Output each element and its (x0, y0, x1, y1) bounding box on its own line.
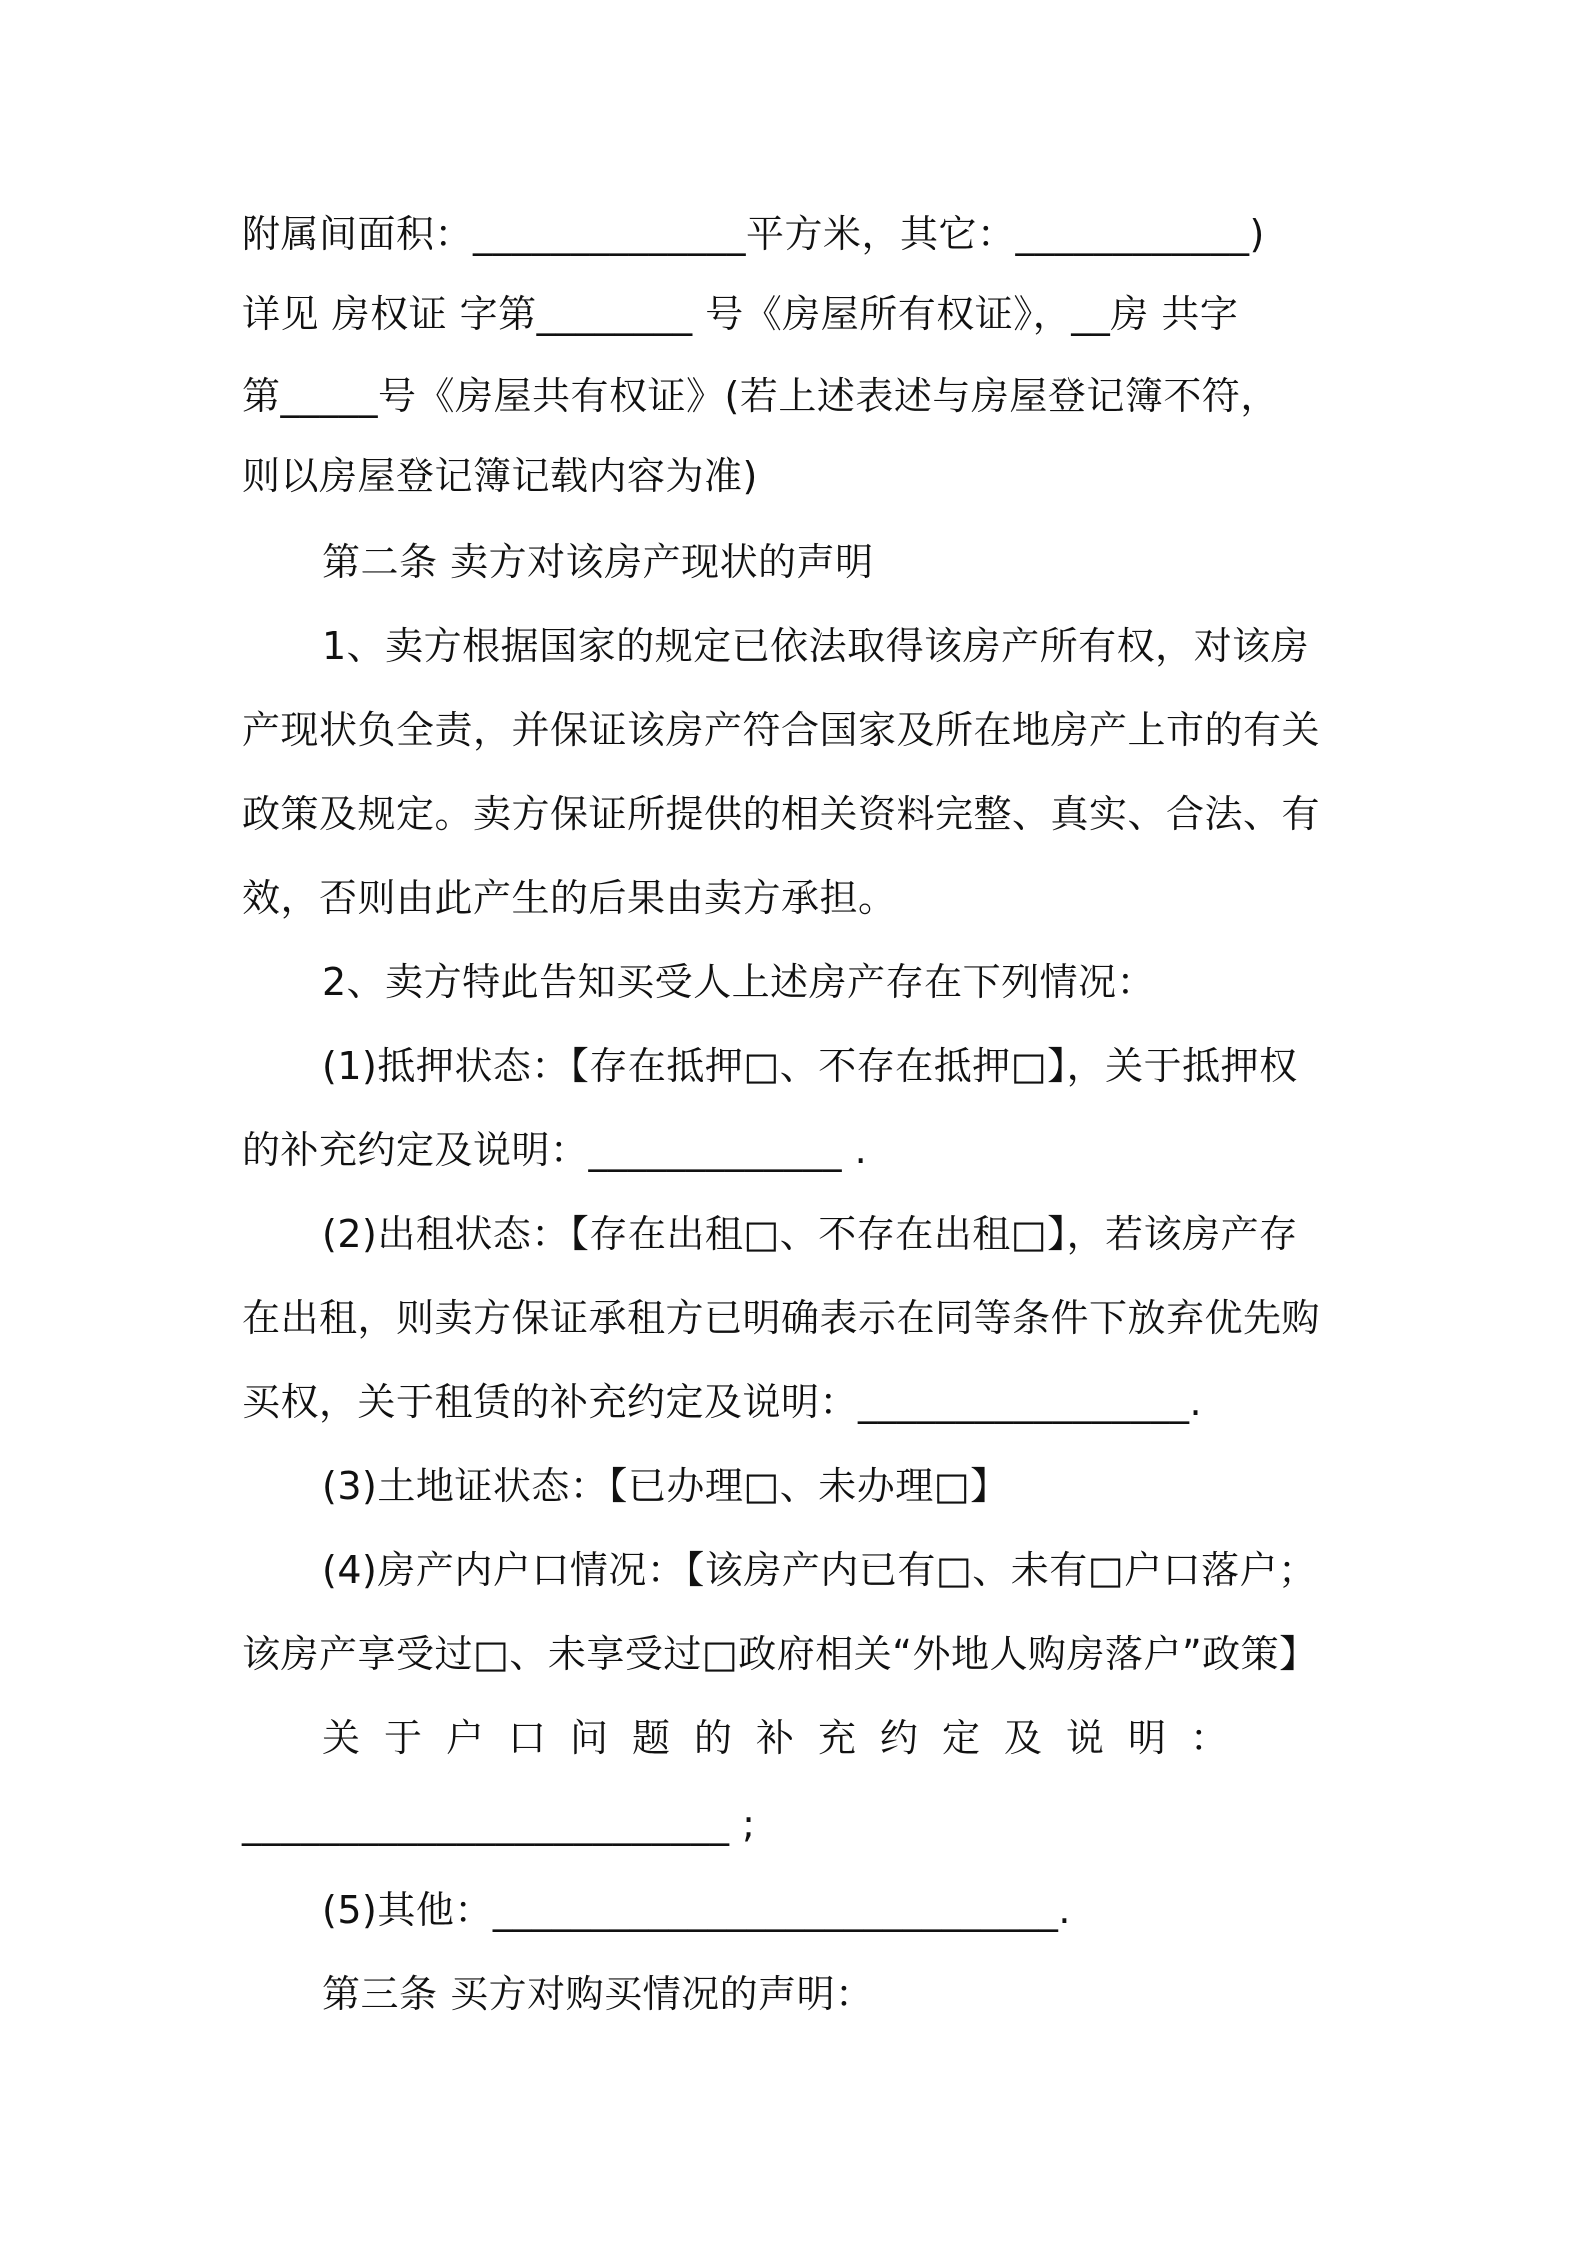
section-heading: 第三条 买方对购买情况的声明： (322, 1972, 874, 2016)
text-line: 第_____号《房屋共有权证》(若上述表述与房屋登记簿不符， (242, 374, 1279, 418)
text-line: 该房产享受过□、未享受过□政府相关“外地人购房落户”政策】 (242, 1632, 1318, 1676)
text-line: (1)抵押状态：【存在抵押□、不存在抵押□】，关于抵押权 (322, 1044, 1298, 1088)
section-heading: 第二条 卖方对该房产现状的声明 (322, 540, 874, 584)
text-line: (3)土地证状态：【已办理□、未办理□】 (322, 1464, 1009, 1508)
text-line: (2)出租状态：【存在出租□、不存在出租□】，若该房产存 (322, 1212, 1298, 1256)
text-line: 政策及规定。卖方保证所提供的相关资料完整、真实、合法、有 (242, 792, 1321, 836)
text-line: (5)其他：_____________________________. (322, 1888, 1071, 1932)
text-line: 买权，关于租赁的补充约定及说明：_________________. (242, 1380, 1203, 1424)
text-line: 关于户口问题的补充约定及说明： (322, 1716, 1253, 1760)
text-line: 1、卖方根据国家的规定已依法取得该房产所有权，对该房 (322, 624, 1310, 668)
text-line: 附属间面积：______________平方米，其它：____________) (242, 212, 1265, 256)
text-line: 2、卖方特此告知买受人上述房产存在下列情况： (322, 960, 1156, 1004)
text-line: 的补充约定及说明：_____________ . (242, 1128, 868, 1172)
text-line: _________________________ ; (242, 1802, 756, 1846)
text-line: 详见 房权证 字第________ 号《房屋所有权证》，__房 共字 (242, 292, 1239, 336)
text-line: 效，否则由此产生的后果由卖方承担。 (242, 876, 897, 920)
text-line: 产现状负全责，并保证该房产符合国家及所在地房产上市的有关 (242, 708, 1321, 752)
text-line: 则以房屋登记簿记载内容为准) (242, 454, 758, 498)
text-line: (4)房产内户口情况：【该房产内已有□、未有□户口落户； (322, 1548, 1317, 1592)
text-line: 在出租，则卖方保证承租方已明确表示在同等条件下放弃优先购 (242, 1296, 1321, 1340)
